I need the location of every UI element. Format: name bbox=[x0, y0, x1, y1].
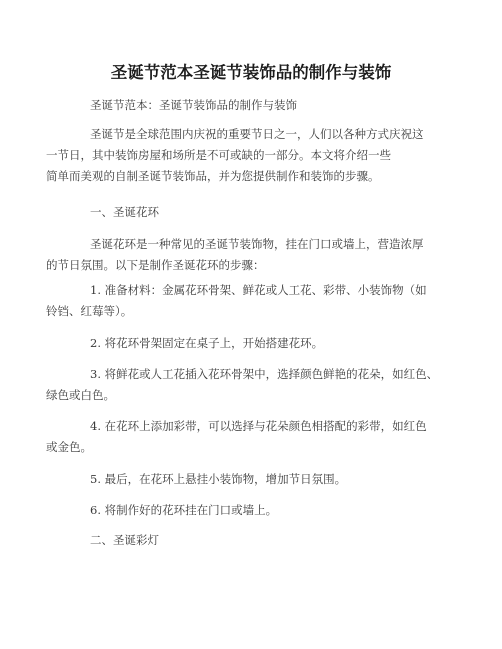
step-5 bbox=[62, 469, 442, 490]
section-heading-lights bbox=[62, 530, 442, 551]
paragraph-line: 圣诞节是全球范围内庆祝的重要节日之一，人们以各种方式庆祝这 bbox=[90, 127, 424, 141]
paragraph-line: 6. 将制作好的花环挂在门口或墙上。 bbox=[90, 503, 278, 517]
step-3 bbox=[46, 364, 442, 406]
section-heading: 一、圣诞花环 bbox=[90, 205, 159, 219]
paragraph-line: 2. 将花环骨架固定在桌子上，开始搭建花环。 bbox=[90, 336, 324, 350]
step-4 bbox=[46, 416, 442, 458]
wreath-intro-paragraph bbox=[46, 234, 442, 276]
paragraph-line: 1. 准备材料：金属花环骨架、鲜花或人工花、彩带、小装饰物（如 bbox=[90, 283, 427, 297]
paragraph-line: 圣诞节范本：圣诞节装饰品的制作与装饰 bbox=[90, 98, 297, 112]
paragraph-line: 绿色或白色。 bbox=[46, 388, 115, 402]
paragraph-line: 圣诞花环是一种常见的圣诞节装饰物，挂在门口或墙上，营造浓厚 bbox=[90, 237, 424, 251]
paragraph-line: 铃铛、红莓等）。 bbox=[46, 304, 133, 318]
step-6 bbox=[62, 500, 442, 521]
section-heading-wreath bbox=[62, 202, 442, 223]
subtitle-paragraph bbox=[62, 95, 442, 116]
paragraph-line: 一节日，其中装饰房屋和场所是不可或缺的一部分。本文将介绍一些 bbox=[46, 148, 391, 162]
step-1 bbox=[46, 280, 442, 322]
paragraph-line: 的节日氛围。以下是制作圣诞花环的步骤： bbox=[46, 258, 265, 272]
document-title: 圣诞节范本圣诞节装饰品的制作与装饰 bbox=[110, 63, 392, 82]
section-heading: 二、圣诞彩灯 bbox=[90, 533, 159, 547]
paragraph-line: 3. 将鲜花或人工花插入花环骨架中，选择颜色鲜艳的花朵，如红色、 bbox=[90, 367, 439, 381]
paragraph-line: 或金色。 bbox=[46, 440, 92, 454]
intro-paragraph bbox=[46, 124, 442, 187]
step-2 bbox=[62, 333, 442, 354]
paragraph-line: 5. 最后，在花环上悬挂小装饰物，增加节日氛围。 bbox=[90, 472, 347, 486]
paragraph-line: 4. 在花环上添加彩带，可以选择与花朵颜色相搭配的彩带，如红色 bbox=[90, 419, 427, 433]
paragraph-line: 简单而美观的自制圣诞节装饰品，并为您提供制作和装饰的步骤。 bbox=[46, 169, 380, 183]
